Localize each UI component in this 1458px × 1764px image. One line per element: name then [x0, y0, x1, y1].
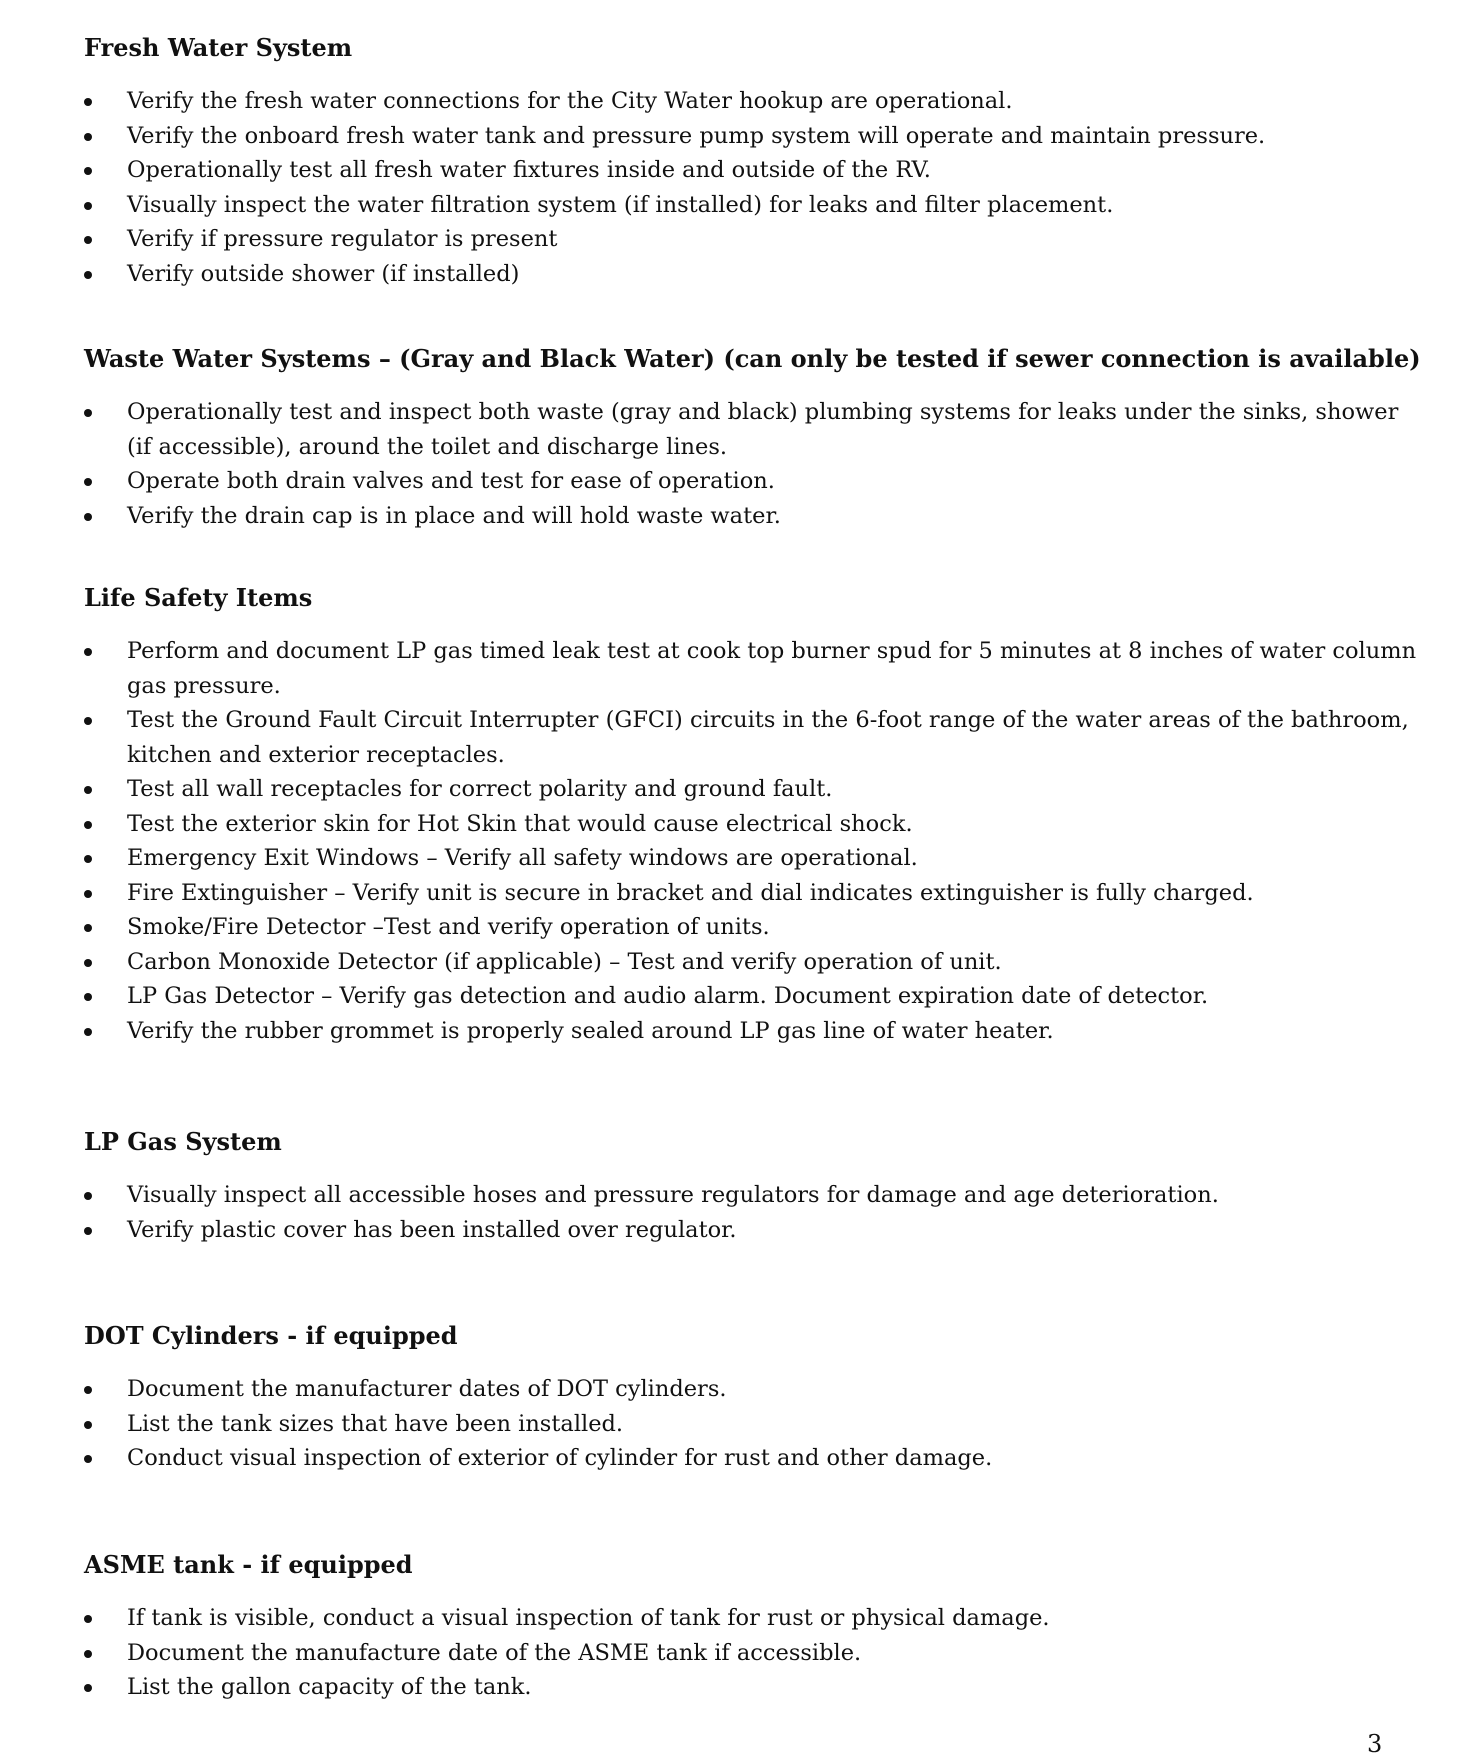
list-item-text: Visually inspect the water filtration system (if installed) for leaks and filter placement. [127, 191, 1114, 218]
section-life-safety-items [84, 582, 1417, 1048]
list-item [84, 979, 1384, 1014]
list-item [84, 841, 1384, 876]
list-item-text: Operationally test all fresh water fixtures inside and outside of the RV. [127, 157, 931, 183]
bullet-icon [84, 98, 92, 106]
bullet-icon [84, 167, 92, 175]
bullet-icon [84, 993, 92, 1001]
bullet-list [84, 634, 1417, 1048]
list-item [84, 1407, 1384, 1442]
bullet-icon [84, 1028, 92, 1036]
bullet-icon [84, 1455, 92, 1463]
section-lp-gas-system [84, 1126, 1384, 1247]
section-fresh-water-system [84, 32, 1384, 291]
bullet-icon [84, 1227, 92, 1235]
bullet-icon [84, 133, 92, 141]
list-item [84, 1213, 1384, 1248]
list-item-text: Verify if pressure regulator is present [127, 226, 558, 252]
section-heading: Waste Water Systems – (Gray and Black Water) (can only be tested if sewer connection is available) [84, 344, 1421, 373]
section-waste-water-systems [84, 343, 1421, 533]
list-item [84, 876, 1384, 911]
list-item-text: Verify plastic cover has been installed over regulator. [127, 1216, 737, 1243]
bullet-list [84, 1178, 1384, 1247]
list-item [84, 634, 1427, 703]
bullet-icon [84, 1421, 92, 1429]
list-item-text: Smoke/Fire Detector –Test and verify operation of units. [127, 914, 770, 940]
list-item [84, 257, 1384, 292]
list-item [84, 1441, 1384, 1476]
list-item-text: Emergency Exit Windows – Verify all safety windows are operational. [127, 845, 918, 871]
list-item [84, 499, 1384, 534]
bullet-icon [84, 821, 92, 829]
page-number: 3 [1367, 1730, 1383, 1758]
section-heading: ASME tank - if equipped [84, 1550, 413, 1579]
bullet-list [84, 395, 1399, 533]
list-item-text: Conduct visual inspection of exterior of cylinder for rust and other damage. [127, 1445, 993, 1471]
list-item-text: Test the Ground Fault Circuit Interrupter (GFCI) circuits in the 6-foot range of the water areas of the bathroom, kitchen and exterior receptacles. [127, 707, 1409, 768]
bullet-icon [84, 855, 92, 863]
list-item-text: Carbon Monoxide Detector (if applicable) – Test and verify operation of unit. [127, 948, 1002, 975]
list-item [84, 1601, 1384, 1636]
list-item [84, 772, 1384, 807]
list-item-text: Perform and document LP gas timed leak test at cook top burner spud for 5 minutes at 8 inches of water column gas pressure. [127, 638, 1417, 699]
list-item [84, 910, 1384, 945]
list-item [84, 807, 1384, 842]
list-item-text: If tank is visible, conduct a visual inspection of tank for rust or physical damage. [127, 1605, 1050, 1631]
list-item [84, 945, 1384, 980]
bullet-icon [84, 648, 92, 656]
list-item-text: Verify outside shower (if installed) [127, 260, 520, 287]
list-item-text: LP Gas Detector – Verify gas detection and audio alarm. Document expiration date of detector. [127, 983, 1209, 1009]
bullet-icon [84, 717, 92, 725]
list-item [84, 188, 1384, 223]
bullet-icon [84, 890, 92, 898]
section-heading: Life Safety Items [84, 583, 313, 612]
list-item-text: Operate both drain valves and test for ease of operation. [127, 468, 775, 494]
list-item [84, 222, 1384, 257]
bullet-icon [84, 271, 92, 279]
bullet-icon [84, 1615, 92, 1623]
list-item-text: Document the manufacture date of the ASME tank if accessible. [127, 1639, 862, 1666]
list-item [84, 703, 1427, 772]
list-item-text: Test all wall receptacles for correct polarity and ground fault. [127, 776, 833, 802]
section-asme-tank [84, 1549, 1384, 1705]
bullet-icon [84, 1650, 92, 1658]
list-item [84, 153, 1384, 188]
section-heading: Fresh Water System [84, 33, 353, 62]
list-item-text: List the tank sizes that have been installed. [127, 1410, 624, 1437]
bullet-icon [84, 1386, 92, 1394]
list-item [84, 1636, 1384, 1671]
bullet-icon [84, 409, 92, 417]
bullet-icon [84, 513, 92, 521]
list-item [84, 464, 1384, 499]
list-item [84, 395, 1427, 464]
list-item-text: Verify the fresh water connections for the City Water hookup are operational. [127, 88, 1013, 114]
list-item [84, 1670, 1384, 1705]
list-item [84, 1372, 1384, 1407]
bullet-list [84, 84, 1384, 291]
bullet-list [84, 1372, 1384, 1476]
list-item [84, 119, 1384, 154]
list-item-text: Fire Extinguisher – Verify unit is secure in bracket and dial indicates extinguisher is fully charged. [127, 879, 1254, 906]
list-item-text: Test the exterior skin for Hot Skin that would cause electrical shock. [127, 810, 913, 837]
list-item [84, 84, 1384, 119]
bullet-icon [84, 786, 92, 794]
list-item-text: List the gallon capacity of the tank. [127, 1674, 532, 1700]
list-item-text: Document the manufacturer dates of DOT cylinders. [127, 1376, 727, 1402]
bullet-icon [84, 236, 92, 244]
bullet-icon [84, 924, 92, 932]
list-item [84, 1178, 1384, 1213]
section-dot-cylinders [84, 1320, 1384, 1476]
list-item-text: Operationally test and inspect both waste (gray and black) plumbing systems for leaks under the sinks, shower (if accessible), around the toilet and discharge lines. [127, 399, 1399, 460]
bullet-icon [84, 202, 92, 210]
bullet-icon [84, 1684, 92, 1692]
list-item-text: Visually inspect all accessible hoses and pressure regulators for damage and age deterioration. [127, 1182, 1219, 1208]
list-item-text: Verify the rubber grommet is properly sealed around LP gas line of water heater. [127, 1017, 1054, 1044]
bullet-icon [84, 478, 92, 486]
bullet-icon [84, 959, 92, 967]
section-heading: LP Gas System [84, 1127, 282, 1156]
list-item [84, 1014, 1384, 1049]
list-item-text: Verify the drain cap is in place and will hold waste water. [127, 502, 781, 529]
bullet-list [84, 1601, 1384, 1705]
list-item-text: Verify the onboard fresh water tank and pressure pump system will operate and maintain pressure. [127, 122, 1266, 149]
section-heading: DOT Cylinders - if equipped [84, 1321, 458, 1350]
bullet-icon [84, 1192, 92, 1200]
